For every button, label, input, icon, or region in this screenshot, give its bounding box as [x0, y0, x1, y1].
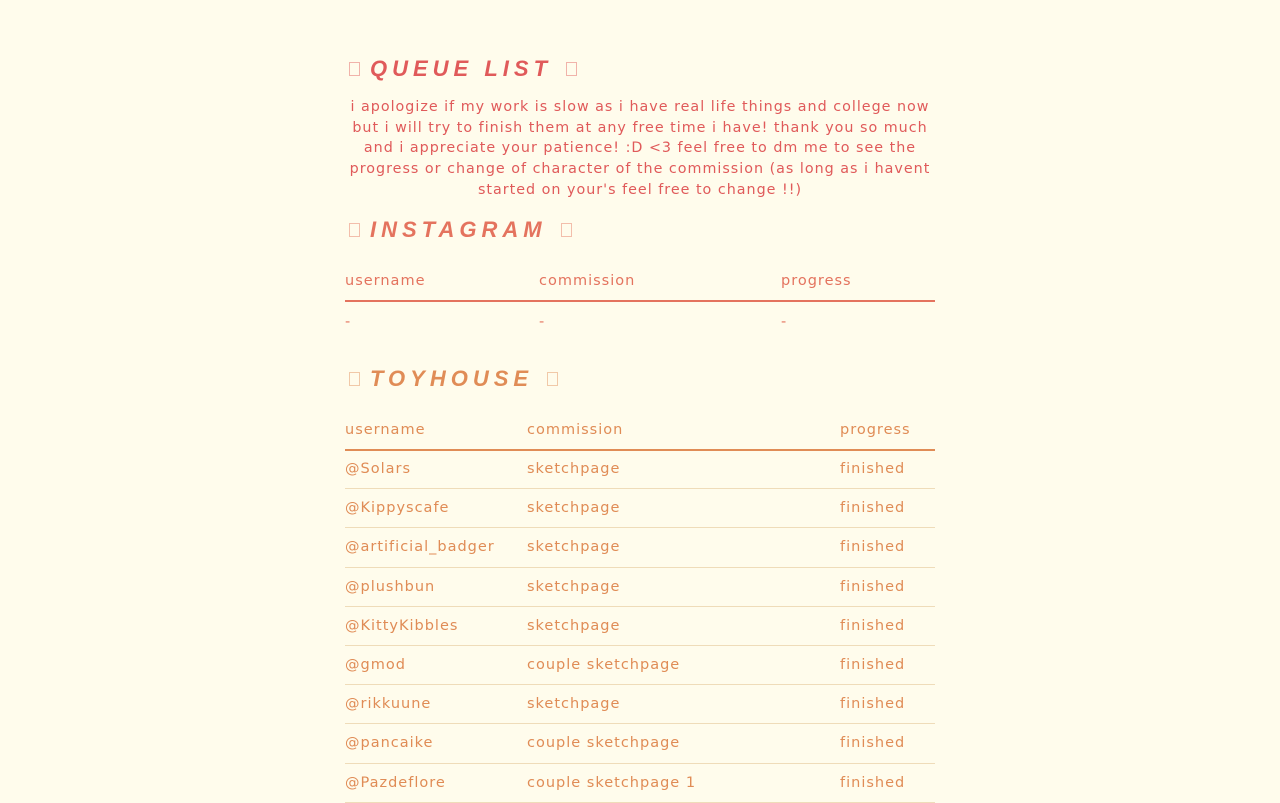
table-row: [345, 567, 935, 606]
column-header-progress: progress: [781, 263, 935, 301]
cell-username: @Kippyscafe: [345, 489, 527, 528]
cell-progress: finished: [840, 606, 935, 645]
cell-progress: finished: [840, 763, 935, 802]
queue-page: [345, 52, 935, 803]
cell-username: @Pazdeflore: [345, 763, 527, 802]
table-row: [345, 645, 935, 684]
table-row: [345, 763, 935, 802]
heading-box-icon: [349, 62, 360, 76]
cell-progress: finished: [840, 528, 935, 567]
cell-username: -: [345, 313, 352, 330]
toyhouse-heading: [345, 362, 935, 396]
cell-commission: couple sketchpage: [527, 724, 840, 763]
cell-commission: sketchpage: [527, 567, 840, 606]
cell-username: @gmod: [345, 645, 527, 684]
table-row: [345, 301, 935, 342]
instagram-table: [345, 263, 935, 342]
instagram-heading: [345, 213, 935, 247]
table-row: [345, 528, 935, 567]
cell-username: @Solars: [345, 450, 527, 489]
cell-username: @plushbun: [345, 567, 527, 606]
heading-box-icon: [566, 62, 577, 76]
table-header-row: [345, 412, 935, 450]
cell-commission: sketchpage: [527, 528, 840, 567]
cell-progress: finished: [840, 567, 935, 606]
cell-commission: couple sketchpage: [527, 645, 840, 684]
instagram-title: INSTAGRAM: [370, 216, 547, 242]
intro-text: i apologize if my work is slow as i have real life things and college now but i will try to finish them at any free time i have! thank you so much and i appreciate your patience! :D <3 feel free to dm me to see the progress or change of character of the commission (as long as i havent started on your's feel free to change !!): [349, 99, 931, 198]
table-row: [345, 450, 935, 489]
cell-commission: sketchpage: [527, 489, 840, 528]
heading-box-icon: [547, 372, 558, 386]
cell-commission: sketchpage: [527, 450, 840, 489]
queue-list-title: QUEUE LIST: [370, 56, 553, 81]
cell-progress: finished: [840, 489, 935, 528]
column-header-username: username: [345, 263, 539, 301]
heading-box-icon: [561, 223, 572, 237]
table-row: [345, 724, 935, 763]
cell-username: @artificial_badger: [345, 528, 527, 567]
cell-progress: finished: [840, 724, 935, 763]
column-header-progress: progress: [840, 412, 935, 450]
cell-username: @KittyKibbles: [345, 606, 527, 645]
cell-progress: -: [781, 313, 788, 330]
table-row: [345, 489, 935, 528]
cell-progress: finished: [840, 645, 935, 684]
heading-box-icon: [349, 223, 360, 237]
column-header-commission: commission: [527, 412, 840, 450]
toyhouse-table: [345, 412, 935, 803]
table-row: [345, 606, 935, 645]
table-header-row: [345, 263, 935, 301]
cell-commission: couple sketchpage 1: [527, 763, 840, 802]
cell-commission: sketchpage: [527, 606, 840, 645]
cell-username: @pancaike: [345, 724, 527, 763]
column-header-username: username: [345, 412, 527, 450]
toyhouse-title: TOYHOUSE: [370, 365, 534, 391]
cell-progress: finished: [840, 450, 935, 489]
heading-box-icon: [349, 372, 360, 386]
cell-commission: -: [539, 313, 546, 330]
cell-progress: finished: [840, 685, 935, 724]
cell-username: @rikkuune: [345, 685, 527, 724]
queue-list-heading: [345, 52, 935, 86]
column-header-commission: commission: [539, 263, 781, 301]
cell-commission: sketchpage: [527, 685, 840, 724]
table-row: [345, 685, 935, 724]
